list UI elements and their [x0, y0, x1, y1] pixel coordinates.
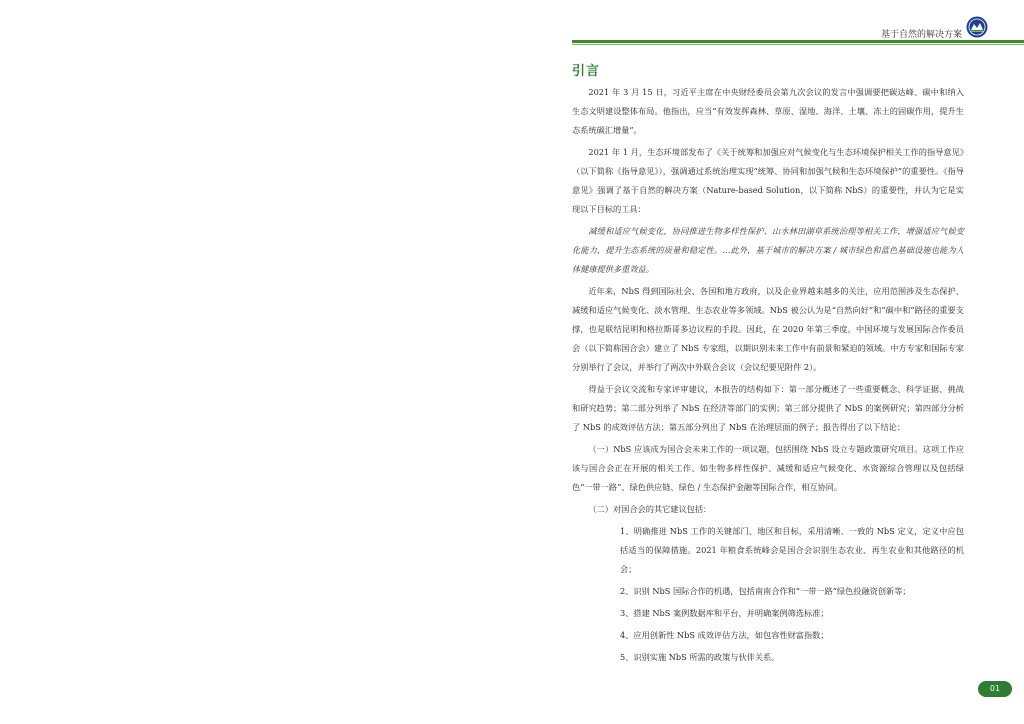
body-text: [572, 83, 964, 670]
header-rule: [572, 40, 1024, 43]
paragraph: （二）对国合会的其它建议包括：: [588, 504, 712, 514]
list-item: 1、明确推进 NbS 工作的关键部门、地区和目标，采用清晰、一致的 NbS 定义，定义中应包括适当的保障措施。2021 年粮食系统峰会是国合会识别生态农业、再生农业和其他路径的机会；: [620, 526, 964, 574]
paragraph: 近年来，NbS 得到国际社会、各国和地方政府，以及企业界越来越多的关注，应用范围涉及生态保护、减缓和适应气候变化、淡水管理、生态农业等多领域。NbS 被公认为是“自然向好”和“碳中和”路径的重要支撑，也是联结昆明和格拉斯哥多边议程的手段。因此，在 2020 年第三季度，中国环境与发展国际合作委员会（以下简称国合会）建立了 NbS 专家组，以期识别未来工作中有前景和紧迫的领域。中方专家和国际专家分别举行了会议，并举行了两次中外联合会议（会议纪要见附件 2）。: [572, 286, 964, 372]
cciced-logo-icon: [966, 16, 988, 38]
list-item: 2、识别 NbS 国际合作的机遇，包括南南合作和“一带一路”绿色投融资创新等；: [620, 586, 911, 596]
paragraph: 2021 年 3 月 15 日，习近平主席在中央财经委员会第九次会议的发言中强调要把碳达峰、碳中和纳入生态文明建设整体布局。他指出，应当“有效发挥森林、草原、湿地、海洋、土壤、冻土的固碳作用，提升生态系统碳汇增量”。: [572, 87, 964, 135]
paragraph: （一）NbS 应该成为国合会未来工作的一项议题，包括围绕 NbS 设立专题政策研究项目。这项工作应该与国合会正在开展的相关工作、如生物多样性保护、减缓和适应气候变化、水资源综合管理以及包括绿色“一带一路”、绿色供应链、绿色 / 生态保护金融等国际合作，相互协同。: [572, 444, 964, 492]
list-item: 3、搭建 NbS 案例数据库和平台，并明确案例筛选标准；: [620, 608, 829, 618]
page-number: 01: [978, 681, 1012, 697]
list-item: 4、应用创新性 NbS 成效评估方法，如包容性财富指数；: [620, 630, 829, 640]
list-item: 5、识别实施 NbS 所需的政策与伙伴关系。: [620, 652, 780, 662]
quote-paragraph: 减缓和适应气候变化，协同推进生物多样性保护、山水林田湖草系统治理等相关工作，增强适应气候变化能力，提升生态系统的质量和稳定性。…此外，基于城市的解决方案 / 城市绿色和蓝色基础设施也能为人体健康提供多重效益。: [572, 226, 964, 274]
header-title: 基于自然的解决方案: [880, 30, 962, 40]
header-rule-thin: [572, 44, 1024, 45]
recommendation-list: [620, 522, 964, 667]
paragraph: 2021 年 1 月，生态环境部发布了《关于统筹和加强应对气候变化与生态环境保护相关工作的指导意见》（以下简称《指导意见》），强调通过系统治理实现“统筹、协同和加强气候和生态环境保护”的重要性。《指导意见》强调了基于自然的解决方案（Nature-based Solution，以下简称 NbS）的重要性，并认为它是实现以下目标的工具：: [572, 147, 964, 214]
paragraph: 得益于会议交流和专家评审建议，本报告的结构如下：第一部分概述了一些重要概念、科学证据、挑战和研究趋势；第二部分列举了 NbS 在经济等部门的实例；第三部分提供了 NbS 的案例研究；第四部分分析了 NbS 的成效评估方法；第五部分列出了 NbS 在治理层面的例子；报告得出了以下结论：: [572, 384, 964, 432]
section-title: 引言: [572, 64, 601, 79]
